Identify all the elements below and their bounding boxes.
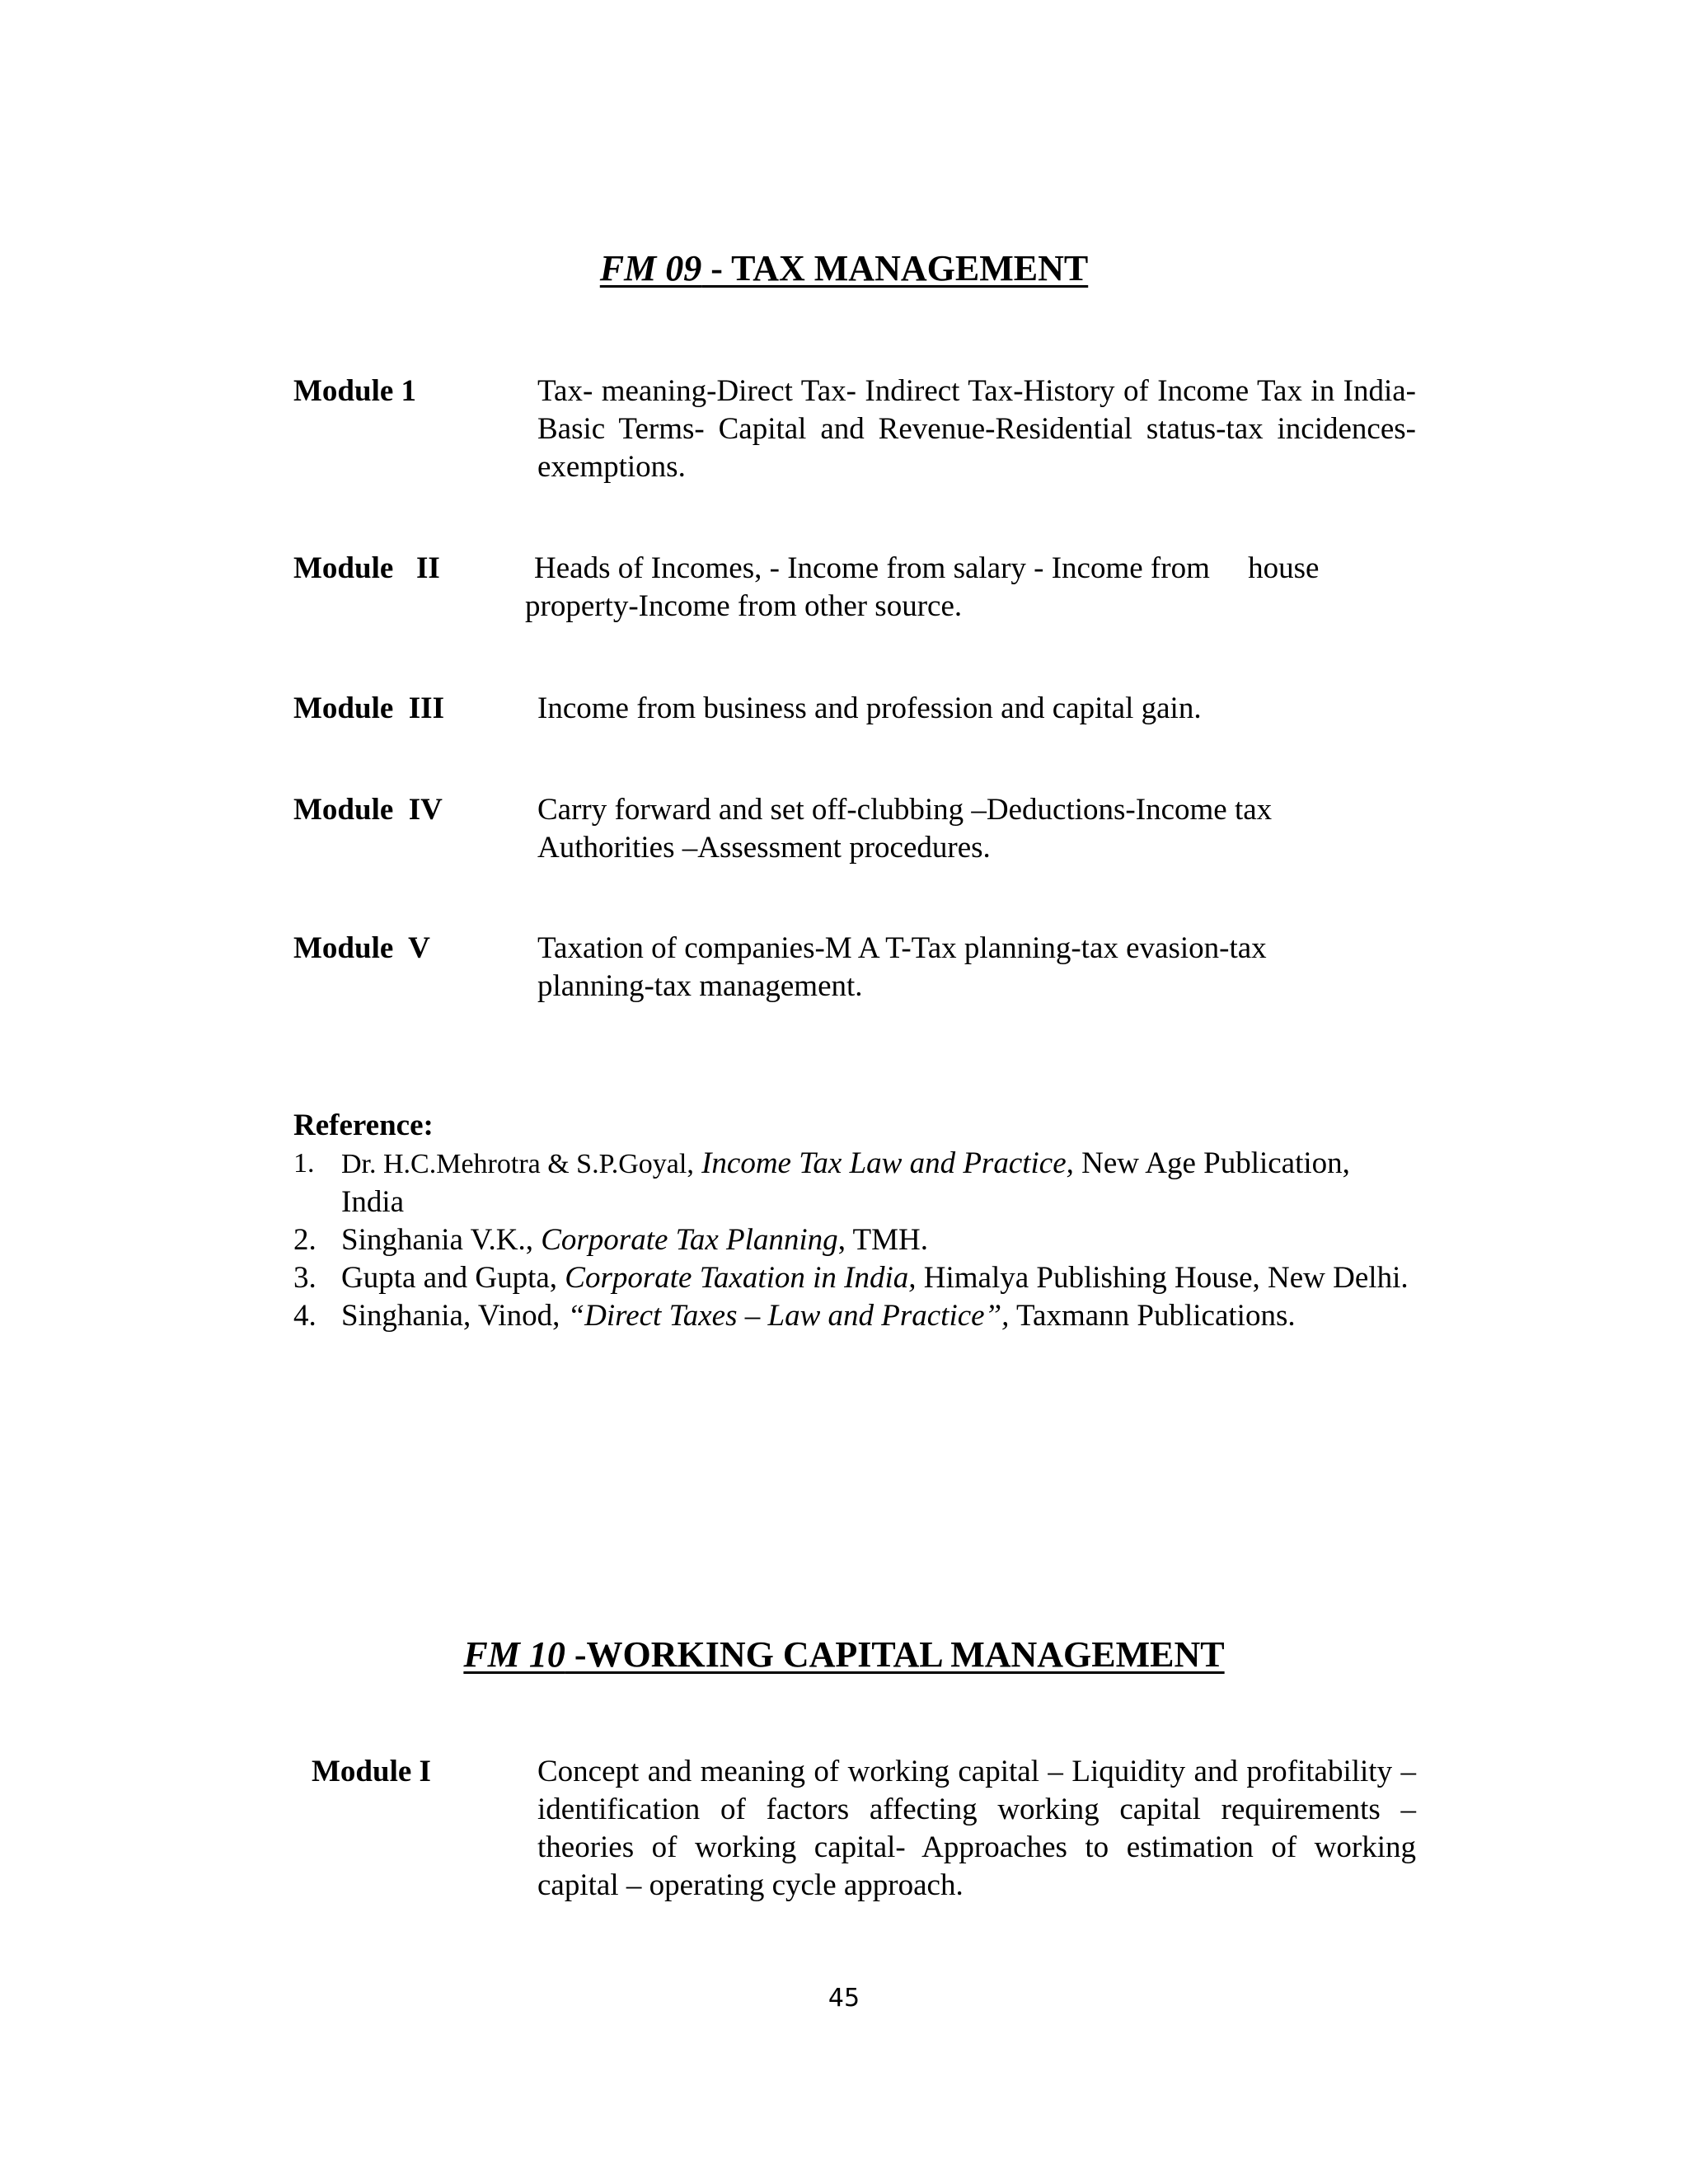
module-description-line: planning-tax management. (537, 969, 863, 1003)
reference-publisher: Taxmann Publications. (1016, 1299, 1296, 1333)
course-title: - TAX MANAGEMENT (701, 248, 1089, 288)
reference-number: 2. (293, 1223, 316, 1257)
reference-book: Corporate Taxation in India, (565, 1261, 917, 1295)
reference-publisher: Himalya Publishing House, New Delhi. (923, 1261, 1409, 1295)
page-number: 45 (828, 1984, 860, 2013)
reference-publisher: , TMH. (837, 1223, 928, 1257)
reference-book: Corporate Tax Planning (541, 1223, 838, 1257)
reference-author: Gupta and Gupta, (341, 1261, 558, 1295)
module-label: Module V (293, 931, 430, 965)
module-description-line: Heads of Incomes, - Income from salary - Income from house (534, 551, 1320, 585)
module-description: Tax- meaning-Direct Tax- Indirect Tax-History of Income Tax in India-Basic Terms- Capital and Revenue-Residential status-tax incidences-exemptions. (537, 374, 1416, 484)
module-description-line: Carry forward and set off-clubbing –Deductions-Income tax (537, 793, 1273, 827)
module-label: Module II (293, 551, 440, 585)
reference-number: 1. (293, 1148, 315, 1179)
course-code: FM 09 (599, 248, 702, 288)
reference-item (293, 1259, 1416, 1297)
reference-book: Income Tax Law and Practice, (701, 1146, 1074, 1180)
reference-item (293, 1145, 1416, 1221)
reference-author: Singhania, Vinod, (341, 1299, 560, 1333)
module-label: Module III (293, 691, 444, 725)
course-title: -WORKING CAPITAL MANAGEMENT (565, 1634, 1225, 1675)
reference-number: 4. (293, 1299, 316, 1333)
reference-book: “Direct Taxes – Law and Practice”, (567, 1299, 1010, 1333)
module-description: Income from business and profession and capital gain. (537, 691, 1202, 725)
module-label: Module I (312, 1755, 431, 1788)
module-description-line: Taxation of companies-M A T-Tax planning-tax evasion-tax (537, 931, 1267, 965)
reference-publisher: New Age Publication, India (341, 1146, 1350, 1219)
reference-item (293, 1221, 1416, 1259)
reference-list (293, 1145, 1416, 1335)
reference-item (293, 1297, 1416, 1335)
module-description-line: property-Income from other source. (525, 589, 963, 623)
module-label: Module 1 (293, 374, 417, 408)
course-code: FM 10 (463, 1634, 565, 1675)
module-label: Module IV (293, 793, 443, 827)
reference-number: 3. (293, 1261, 316, 1295)
module-description-line: Authorities –Assessment procedures. (537, 831, 991, 865)
reference-heading: Reference: (293, 1108, 434, 1142)
reference-author: Dr. H.C.Mehrotra & S.P.Goyal, (341, 1149, 694, 1179)
section-title-fm09 (0, 247, 1688, 289)
reference-author: Singhania V.K., (341, 1223, 533, 1257)
section-title-fm10 (0, 1633, 1688, 1675)
module-description: Concept and meaning of working capital – Liquidity and profitability – identification of factors affecting working capital requirements – theories of working capital- Approaches to estimation of working capital – operating cycle approach. (537, 1755, 1416, 1902)
